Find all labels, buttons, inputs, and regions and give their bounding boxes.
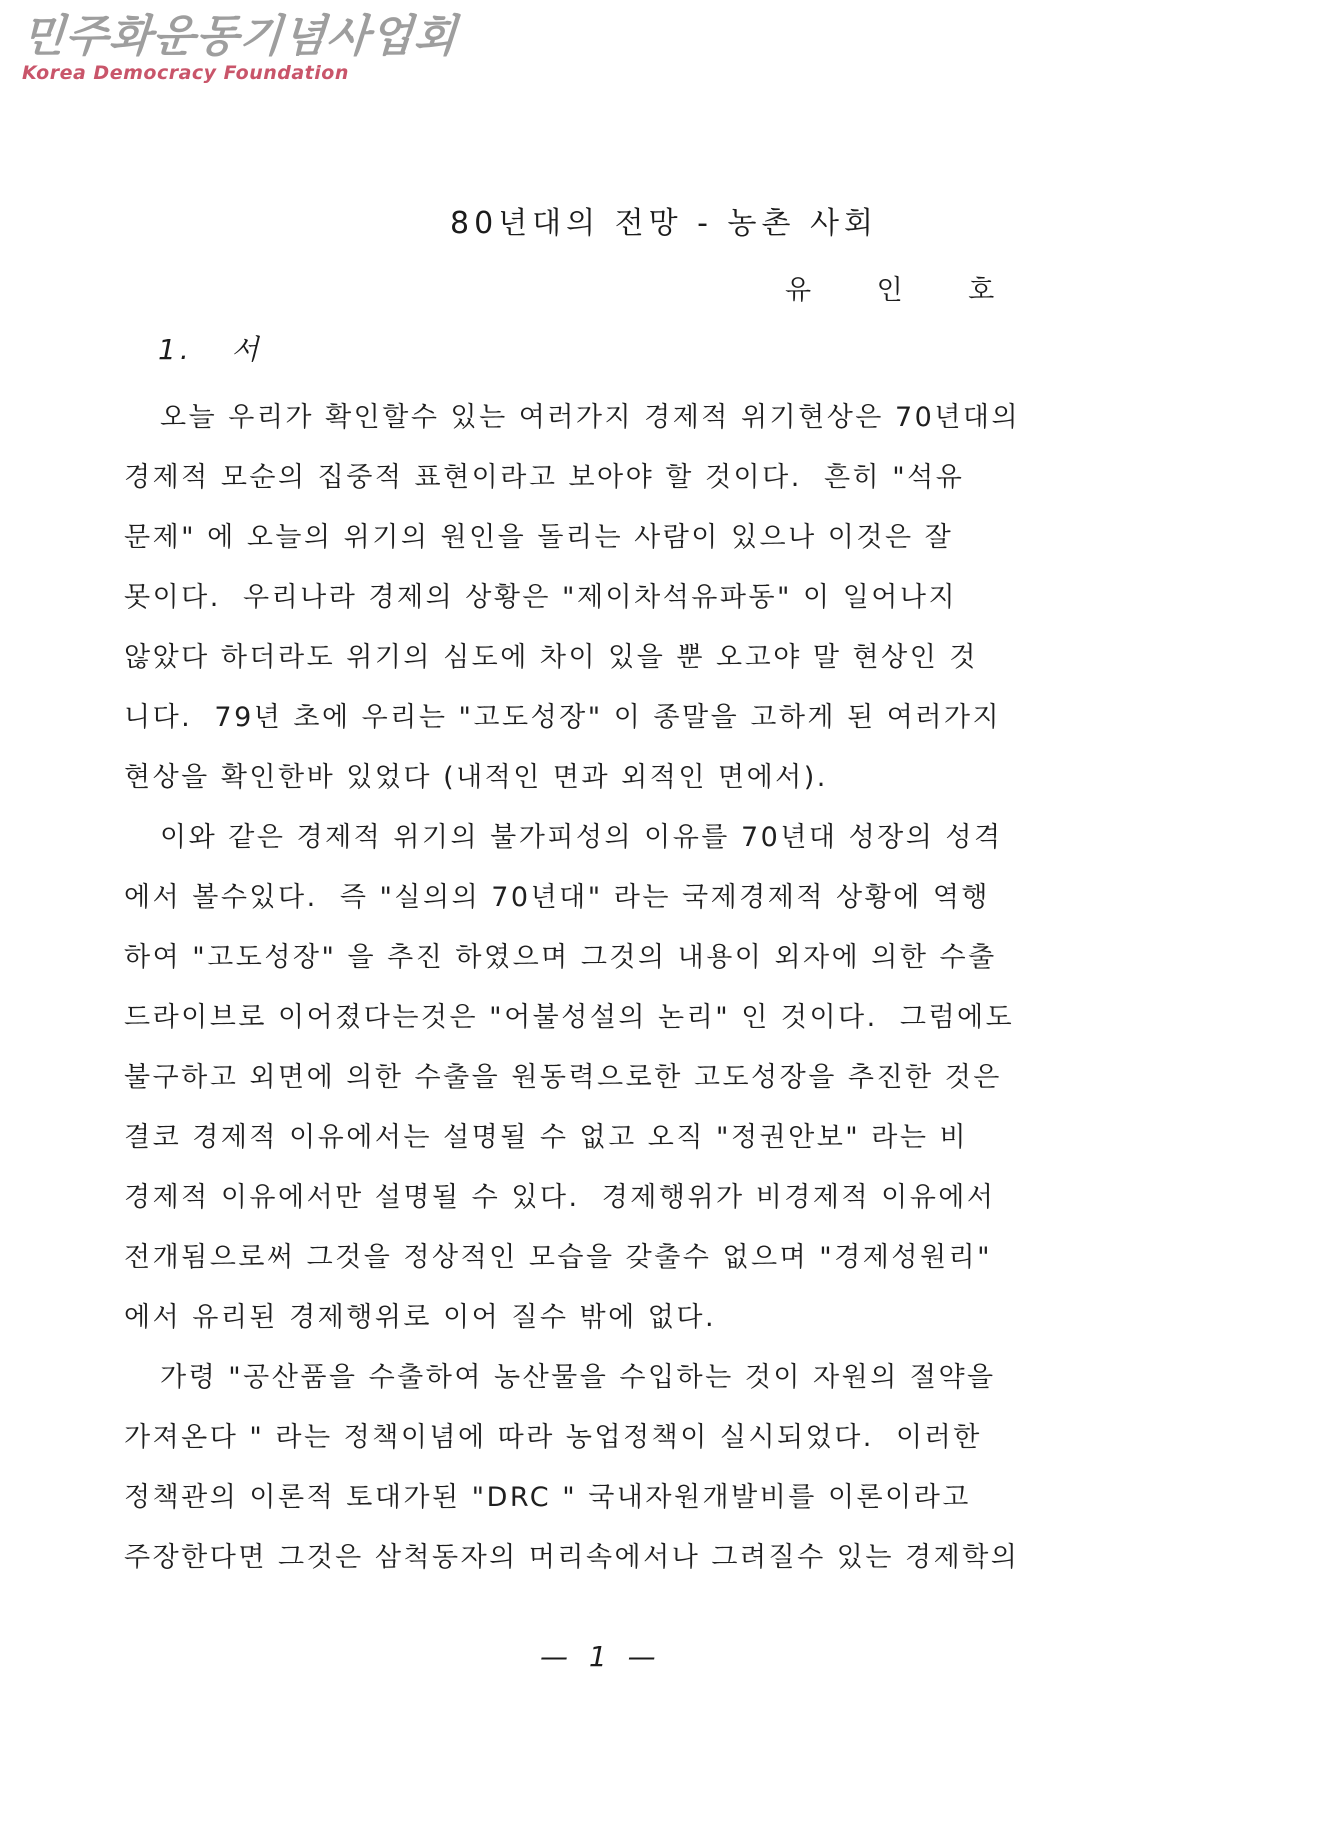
document-line: 경제적 모순의 집중적 표현이라고 보아야 할 것이다. 흔히 "석유 — [124, 462, 965, 493]
document-line: 현상을 확인한바 있었다 (내적인 면과 외적인 면에서). — [124, 762, 828, 793]
document-line: 니다. 79년 초에 우리는 "고도성장" 이 종말을 고하게 된 여러가지 — [124, 702, 1002, 733]
page-number: — 1 — — [540, 1640, 662, 1673]
document-line: 결코 경제적 이유에서는 설명될 수 없고 오직 "정권안보" 라는 비 — [124, 1122, 969, 1153]
document-line: 오늘 우리가 확인할수 있는 여러가지 경제적 위기현상은 70년대의 — [160, 402, 1021, 433]
document-line: 주장한다면 그것은 삼척동자의 머리속에서나 그려질수 있는 경제학의 — [124, 1542, 1020, 1573]
document-title: 80년대의 전망 - 농촌 사회 — [450, 206, 878, 241]
document-line: 않았다 하더라도 위기의 심도에 차이 있을 뿐 오고야 말 현상인 것 — [124, 642, 978, 673]
document-line: 경제적 이유에서만 설명될 수 있다. 경제행위가 비경제적 이유에서 — [124, 1182, 996, 1213]
logo-english-text: Korea Democracy Foundation — [22, 62, 349, 85]
section-heading: 1. 서 — [158, 333, 263, 366]
document-line: 문제" 에 오늘의 위기의 원인을 돌리는 사람이 있으나 이것은 잘 — [124, 522, 954, 553]
document-line: 가령 "공산품을 수출하여 농산물을 수입하는 것이 자원의 절약을 — [160, 1362, 996, 1393]
document-line: 불구하고 외면에 의한 수출을 원동력으로한 고도성장을 추진한 것은 — [124, 1062, 1002, 1093]
logo-korean-calligraphy: 민주화운동기념사업회 — [20, 11, 459, 62]
document-line: 정책관의 이론적 토대가된 "DRC " 국내자원개발비를 이론이라고 — [124, 1482, 971, 1513]
korea-democracy-foundation-logo — [20, 11, 459, 85]
document-body — [124, 388, 1219, 1588]
document-line: 에서 유리된 경제행위로 이어 질수 밖에 없다. — [124, 1302, 717, 1333]
document-line: 전개됨으로써 그것을 정상적인 모습을 갖출수 없으며 "경제성원리" — [124, 1242, 993, 1273]
document-line: 못이다. 우리나라 경제의 상황은 "제이차석유파동" 이 일어나지 — [124, 582, 958, 613]
document-line: 가져온다 " 라는 정책이념에 따라 농업정책이 실시되었다. 이러한 — [124, 1422, 982, 1453]
document-author: 유 인 호 — [785, 275, 997, 306]
document-line: 드라이브로 이어졌다는것은 "어불성설의 논리" 인 것이다. 그럼에도 — [124, 1002, 1015, 1033]
document-line: 하여 "고도성장" 을 추진 하였으며 그것의 내용이 외자에 의한 수출 — [124, 942, 997, 973]
document-line: 이와 같은 경제적 위기의 불가피성의 이유를 70년대 성장의 성격 — [160, 822, 1003, 853]
document-line: 에서 볼수있다. 즉 "실의의 70년대" 라는 국제경제적 상황에 역행 — [124, 882, 990, 913]
